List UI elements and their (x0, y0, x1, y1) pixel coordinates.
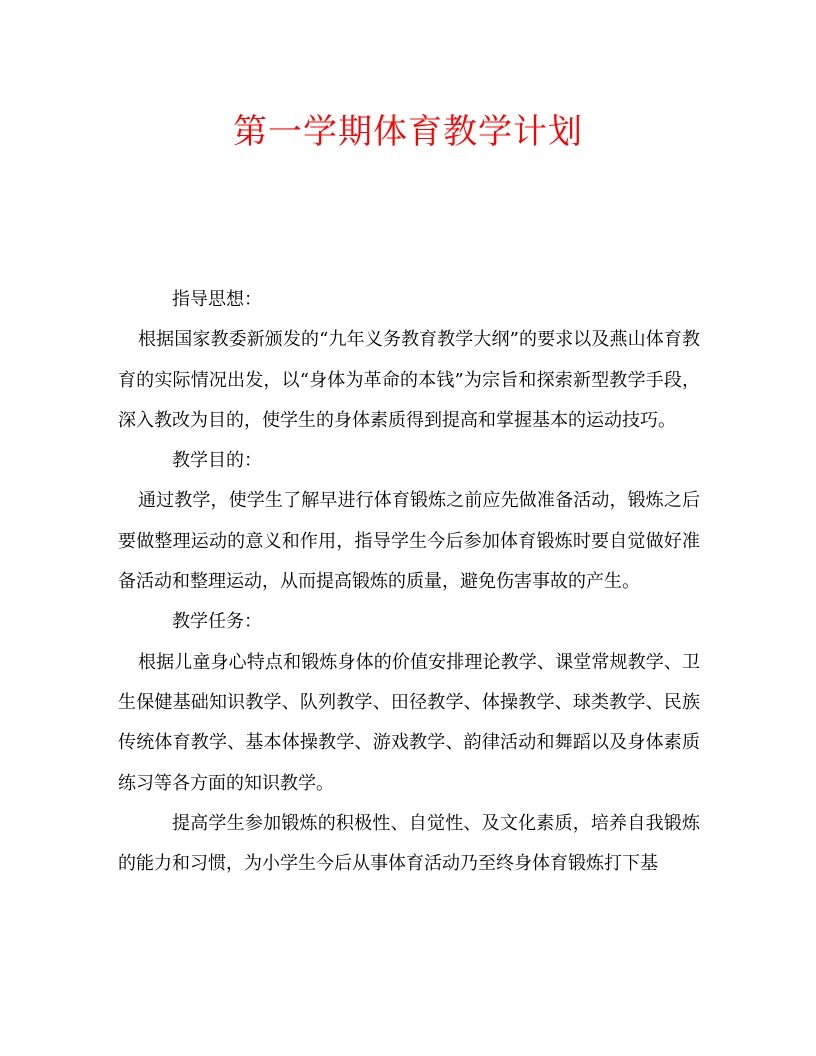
paragraph-teaching-tasks: 根据儿童身心特点和锻炼身体的价值安排理论教学、课堂常规教学、卫生保健基础知识教学、队列教学、田径教学、体操教学、球类教学、民族传统体育教学、基本体操教学、游戏教学、韵律活动和舞蹈以及身体素质练习等各方面的知识教学。 (118, 651, 700, 794)
heading-teaching-tasks: 教学任务： (172, 611, 262, 633)
heading-guiding-thought: 指导思想： (172, 289, 262, 310)
heading-teaching-purpose: 教学目的： (172, 450, 262, 472)
paragraph-teaching-purpose: 通过教学，使学生了解早进行体育锻炼之前应先做准备活动，锻炼之后要做整理运动的意义和作用，指导学生今后参加体育锻炼时要自觉做好准备活动和整理运动，从而提高锻炼的质量，避免伤害事故的产生。 (118, 490, 700, 593)
document-title: 第一学期体育教学计划 (233, 112, 583, 152)
paragraph-guiding-thought: 根据国家教委新颁发的“九年义务教育教学大纲”的要求以及燕山体育教育的实际情况出发，以“身体为革命的本钱”为宗旨和探索新型教学手段，深入教改为目的，使学生的身体素质得到提高和掌握基本的运动技巧。 (118, 329, 700, 431)
document-body (118, 280, 700, 884)
paragraph-improve-students: 提高学生参加锻炼的积极性、自觉性、及文化素质，培养自我锻炼的能力和习惯，为小学生今后从事体育活动乃至终身体育锻炼打下基 (118, 812, 700, 875)
